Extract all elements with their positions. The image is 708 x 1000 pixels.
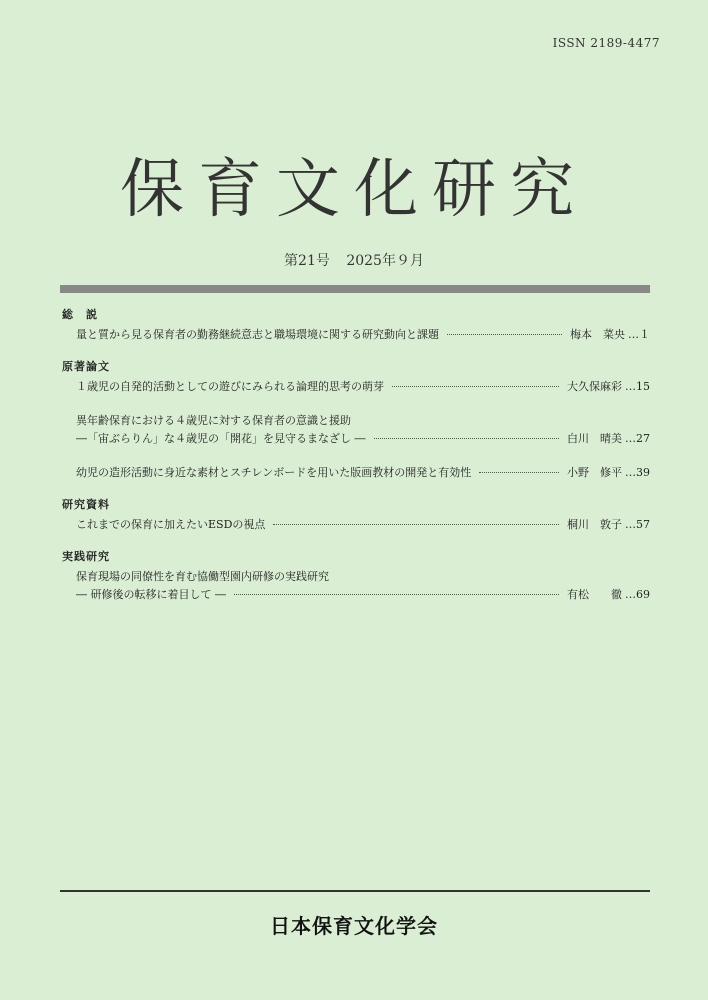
leader-dots bbox=[479, 472, 559, 473]
toc-entry bbox=[76, 412, 650, 448]
section-label: 総 説 bbox=[62, 308, 98, 321]
article-author: 有松 徹 bbox=[567, 588, 622, 601]
page-number: …15 bbox=[625, 380, 650, 393]
article-author: 桐川 敦子 bbox=[567, 518, 622, 531]
entry-line-with-author bbox=[76, 516, 650, 534]
article-title: １歳児の自発的活動としての遊びにみられる論理的思考の萌芽 bbox=[76, 380, 384, 393]
article-author: 小野 修平 bbox=[567, 466, 622, 479]
toc-section bbox=[62, 548, 650, 604]
toc-entry bbox=[76, 378, 650, 396]
article-title: これまでの保育に加えたいESDの視点 bbox=[76, 518, 266, 531]
toc-section bbox=[62, 306, 650, 344]
journal-title: 保育文化研究 bbox=[120, 153, 588, 227]
footer-divider bbox=[60, 890, 650, 892]
entry-line-with-author bbox=[76, 586, 650, 604]
article-title: ― 研修後の転移に着目して ― bbox=[76, 588, 226, 601]
entry-title-line bbox=[76, 568, 650, 586]
entry-line-with-author bbox=[76, 378, 650, 396]
leader-dots bbox=[392, 386, 559, 387]
page-number: …39 bbox=[625, 466, 650, 479]
toc-entry bbox=[76, 326, 650, 344]
article-title: 異年齢保育における４歳児に対する保育者の意識と援助 bbox=[76, 414, 351, 427]
article-title: ―「宙ぶらりん」な４歳児の「開花」を見守るまなざし ― bbox=[76, 432, 366, 445]
toc-section bbox=[62, 496, 650, 534]
table-of-contents bbox=[62, 306, 650, 618]
toc-entry bbox=[76, 464, 650, 482]
issue-info bbox=[0, 250, 708, 270]
section-label: 研究資料 bbox=[62, 498, 110, 511]
article-title: 量と質から見る保育者の勤務継続意志と職場環境に関する研究動向と課題 bbox=[76, 328, 439, 341]
leader-dots bbox=[273, 524, 559, 525]
entry-line-with-author bbox=[76, 464, 650, 482]
entry-line-with-author bbox=[76, 430, 650, 448]
page-number: …１ bbox=[628, 328, 650, 341]
article-author: 白川 晴美 bbox=[567, 432, 622, 445]
entry-title-line bbox=[76, 412, 650, 430]
leader-dots bbox=[447, 334, 562, 335]
issue-date: 2025年９月 bbox=[346, 253, 424, 269]
article-author: 大久保麻彩 bbox=[567, 380, 622, 393]
entry-line-with-author bbox=[76, 326, 650, 344]
page-number: …69 bbox=[625, 588, 650, 601]
header-divider bbox=[60, 285, 650, 293]
leader-dots bbox=[234, 594, 559, 595]
toc-entry bbox=[76, 568, 650, 604]
article-title: 幼児の造形活動に身近な素材とスチレンボードを用いた版画教材の開発と有効性 bbox=[76, 466, 472, 479]
publisher-name: 日本保育文化学会 bbox=[270, 914, 438, 938]
toc-section bbox=[62, 358, 650, 482]
article-title: 保育現場の同僚性を育む協働型園内研修の実践研究 bbox=[76, 570, 329, 583]
article-author: 梅本 菜央 bbox=[570, 328, 625, 341]
section-label: 原著論文 bbox=[62, 360, 110, 373]
issue-number: 第21号 bbox=[284, 253, 330, 269]
toc-entry bbox=[76, 516, 650, 534]
page-number: …27 bbox=[625, 432, 650, 445]
leader-dots bbox=[374, 438, 560, 439]
page-number: …57 bbox=[625, 518, 650, 531]
issn-number: ISSN 2189-4477 bbox=[552, 36, 660, 50]
section-label: 実践研究 bbox=[62, 550, 110, 563]
